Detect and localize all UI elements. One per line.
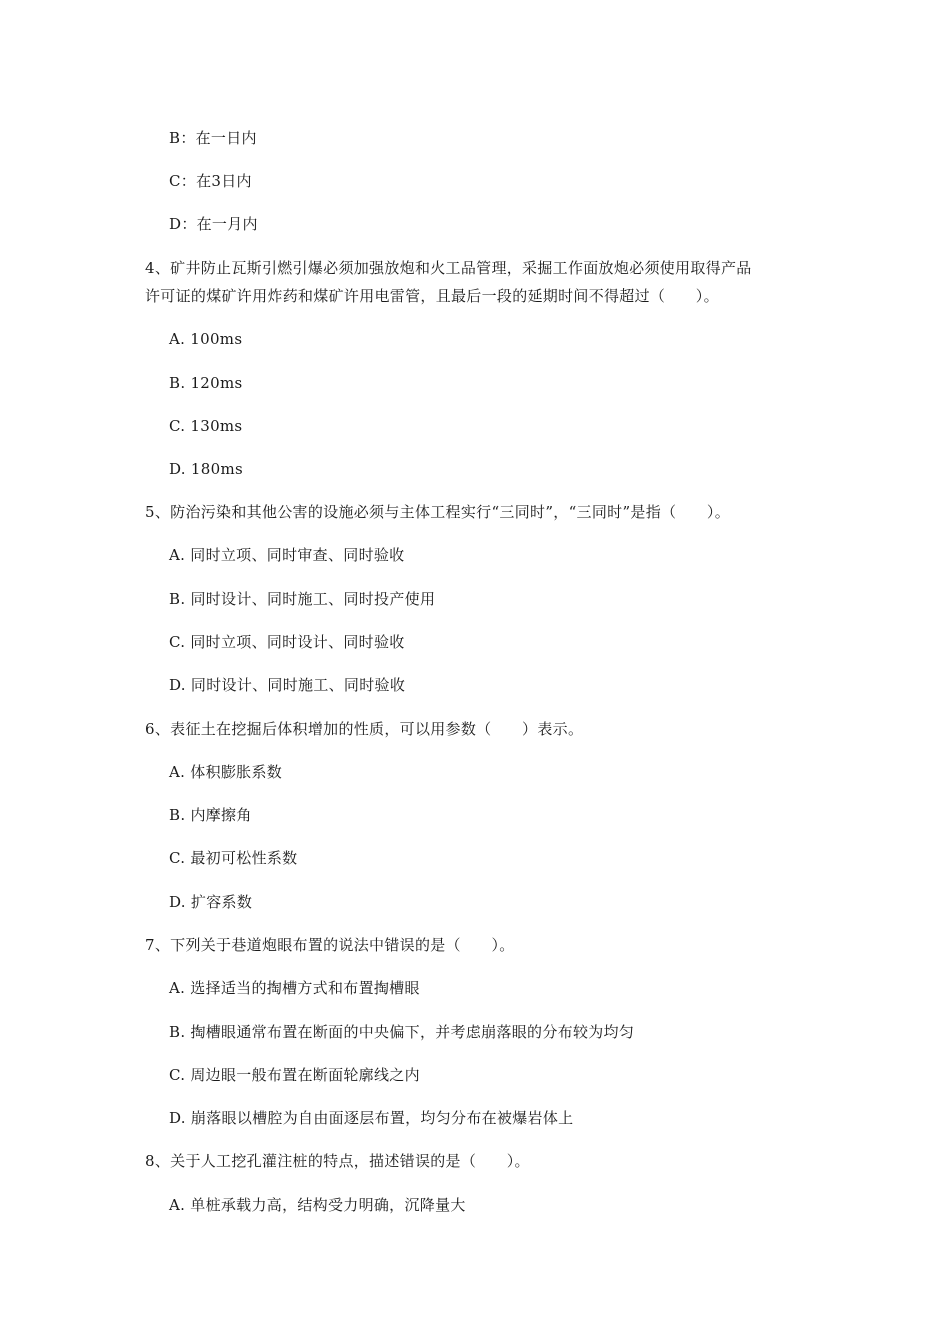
option-text: D：在一月内: [169, 215, 258, 233]
option-text: B. 内摩擦角: [169, 806, 252, 824]
question-stem: 6、表征土在挖掘后体积增加的性质，可以用参数（ ）表示。: [145, 720, 584, 738]
question-stem: 5、防治污染和其他公害的设施必须与主体工程实行“三同时”，“三同时”是指（ ）。: [145, 503, 731, 521]
option-text: C. 周边眼一般布置在断面轮廓线之内: [169, 1066, 420, 1084]
option-text: A. 同时立项、同时审查、同时验收: [169, 546, 405, 564]
option-text: A. 体积膨胀系数: [169, 763, 283, 781]
question-stem: 7、下列关于巷道炮眼布置的说法中错误的是（ ）。: [145, 936, 515, 954]
option-text: C. 最初可松性系数: [169, 849, 298, 867]
option-text: B. 同时设计、同时施工、同时投产使用: [169, 590, 436, 608]
option-text: A. 选择适当的掏槽方式和布置掏槽眼: [169, 979, 420, 997]
option-text: D. 扩容系数: [169, 893, 253, 911]
option-text: B. 120ms: [169, 374, 243, 392]
option-text: D. 崩落眼以槽腔为自由面逐层布置，均匀分布在被爆岩体上: [169, 1109, 574, 1127]
option-text: B. 掏槽眼通常布置在断面的中央偏下，并考虑崩落眼的分布较为均匀: [169, 1023, 635, 1041]
question-stem: 8、关于人工挖孔灌注桩的特点，描述错误的是（ ）。: [145, 1152, 530, 1170]
option-text: A. 100ms: [169, 330, 243, 348]
option-text: C. 130ms: [169, 417, 243, 435]
option-text: C：在3日内: [169, 172, 252, 190]
option-text: B：在一日内: [169, 129, 257, 147]
option-text: A. 单桩承载力高，结构受力明确，沉降量大: [169, 1196, 466, 1214]
question-stem: 许可证的煤矿许用炸药和煤矿许用电雷管，且最后一段的延期时间不得超过（ ）。: [145, 287, 719, 305]
option-text: C. 同时立项、同时设计、同时验收: [169, 633, 405, 651]
option-text: D. 同时设计、同时施工、同时验收: [169, 676, 406, 694]
question-stem: 4、矿井防止瓦斯引燃引爆必须加强放炮和火工品管理，采掘工作面放炮必须使用取得产品: [145, 259, 752, 277]
option-text: D. 180ms: [169, 460, 243, 478]
